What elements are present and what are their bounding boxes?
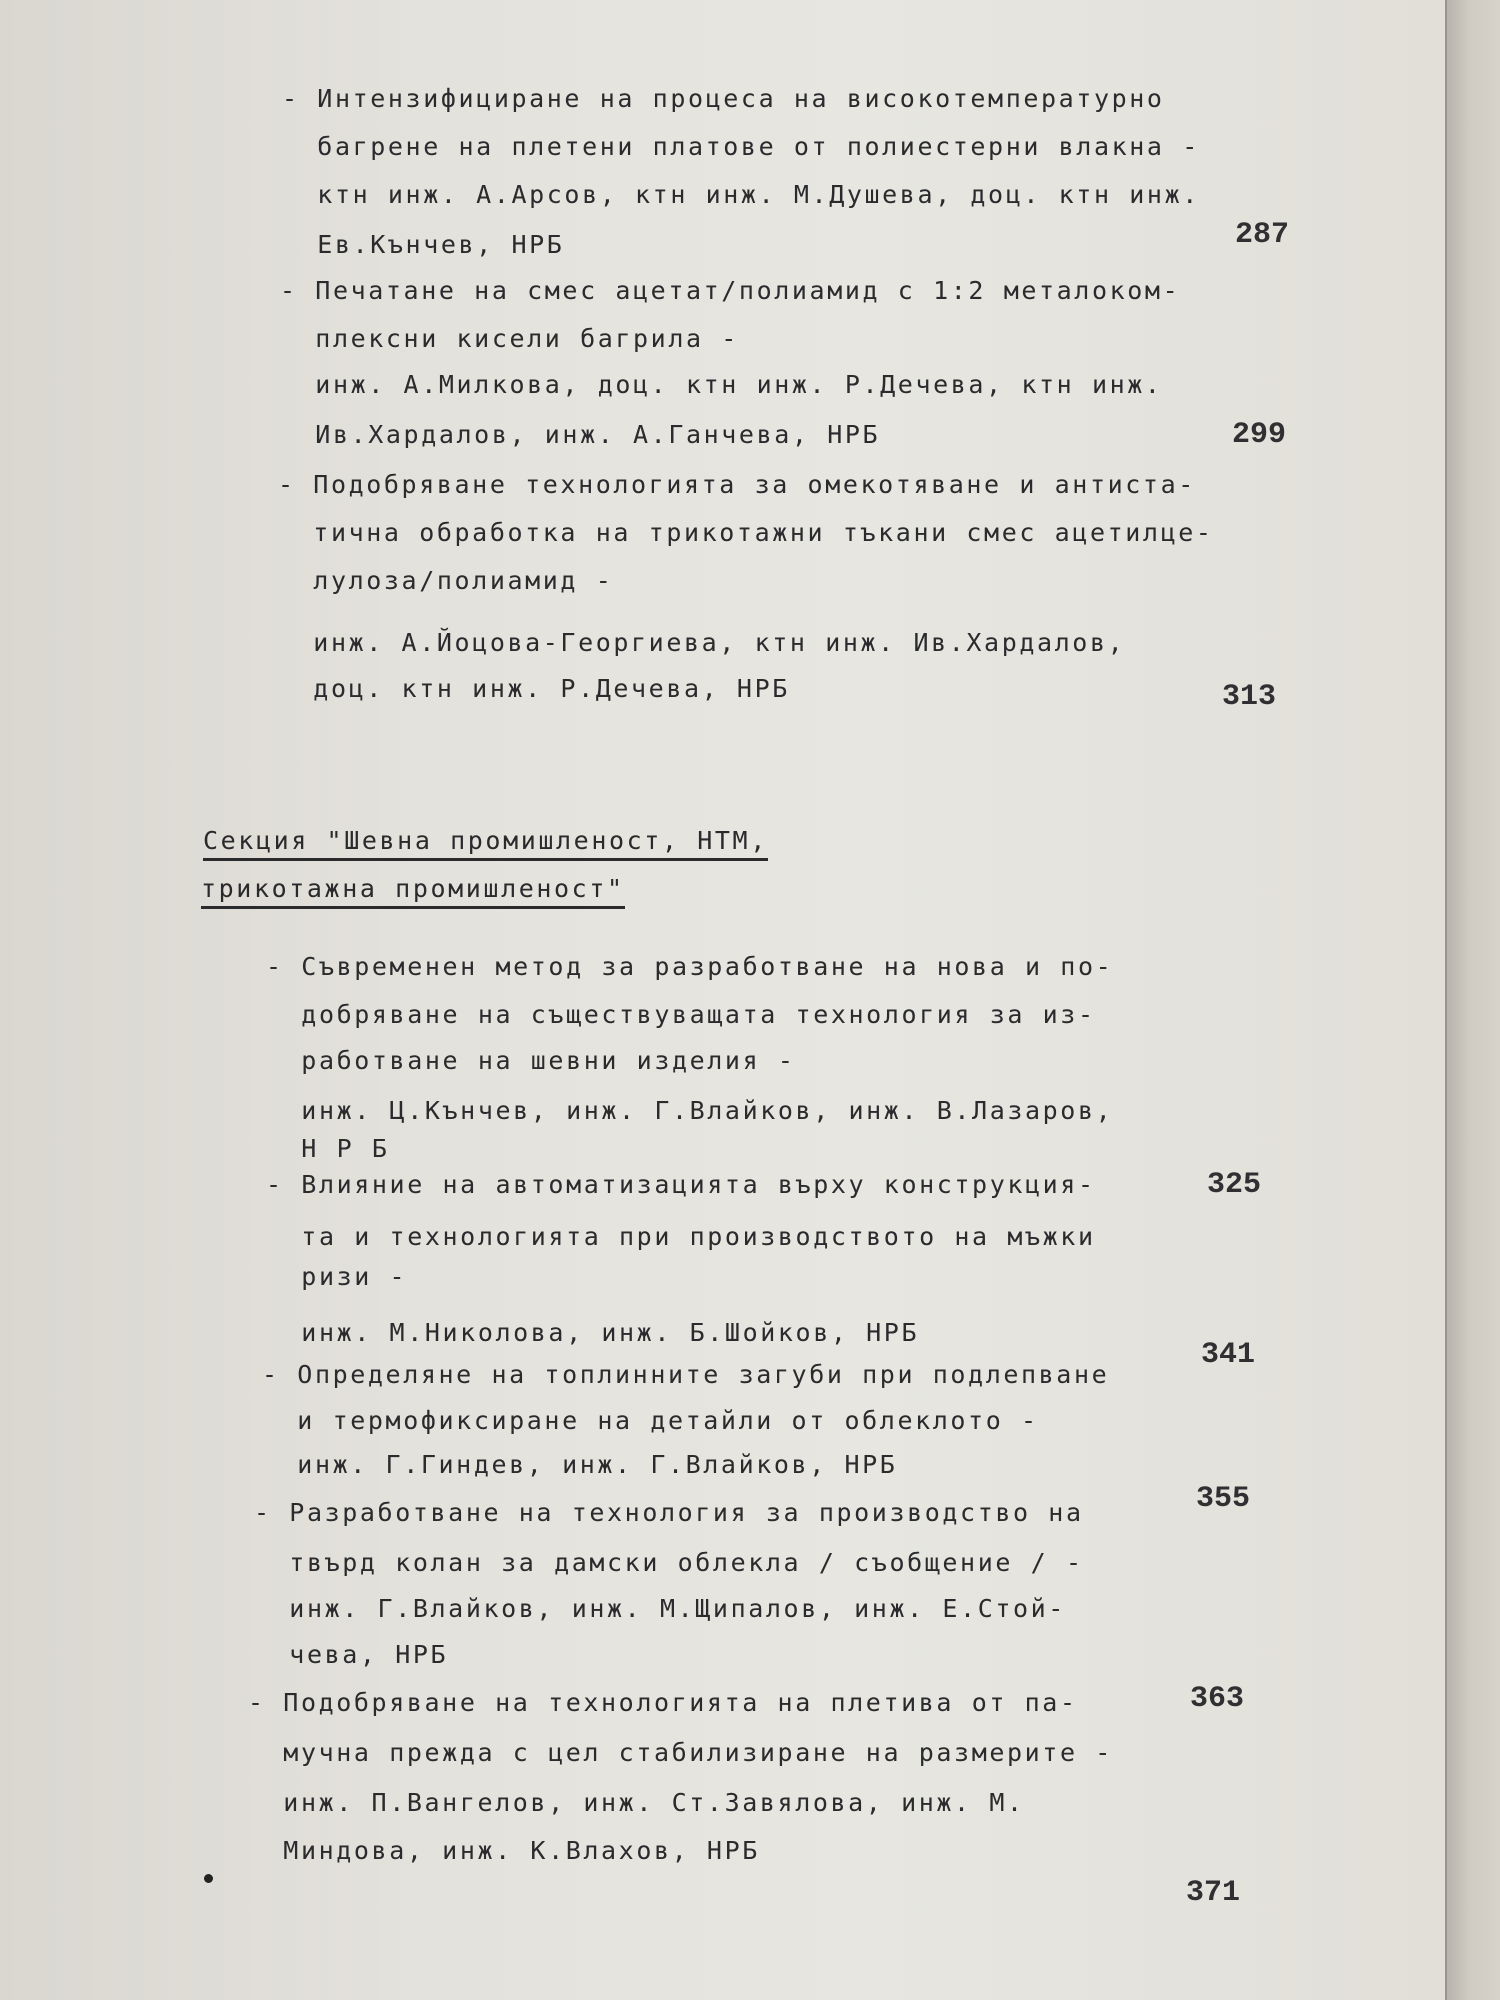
entry-line: инж. М.Николова, инж. Б.Шойков, НРБ: [266, 1318, 920, 1347]
paper-edge: [1445, 0, 1500, 2000]
page-number: 355: [1196, 1482, 1251, 1516]
entry-line: ктн инж. А.Арсов, ктн инж. М.Душева, доц. ктн инж.: [282, 180, 1200, 209]
page-number: 299: [1232, 418, 1287, 452]
entry-line: чева, НРБ: [254, 1640, 449, 1669]
entry-line: - Подобряване на технологията на плетива от па-: [248, 1688, 1078, 1717]
entry-line: - Определяне на топлинните загуби при подлепване: [262, 1360, 1110, 1389]
entry-line: плексни кисели багрила -: [280, 324, 739, 353]
entry-line: Ев.Кънчев, НРБ: [282, 230, 565, 259]
entry-line: Н Р Б: [266, 1134, 390, 1163]
entry-line: инж. А.Милкова, доц. ктн инж. Р.Дечева, ктн инж.: [280, 370, 1163, 399]
page-number: 371: [1186, 1876, 1241, 1910]
entry-line: работване на шевни изделия -: [266, 1046, 796, 1075]
entry-line: - Разработване на технология за производство на: [254, 1498, 1084, 1527]
entry-line: ризи -: [266, 1262, 408, 1291]
entry-line: Ив.Хардалов, инж. А.Ганчева, НРБ: [280, 420, 881, 449]
entry-line: тична обработка на трикотажни тъкани смес ацетилце-: [278, 518, 1214, 547]
page-number: 287: [1235, 218, 1290, 252]
entry-line: - Съвременен метод за разработване на нова и по-: [266, 952, 1114, 981]
entry-line: инж. Г.Влайков, инж. М.Щипалов, инж. Е.Стой-: [254, 1594, 1066, 1623]
entry-line: - Интензифициране на процеса на високотемпературно: [282, 84, 1165, 113]
entry-line: доц. ктн инж. Р.Дечева, НРБ: [278, 674, 790, 703]
page-number: 363: [1190, 1682, 1245, 1716]
entry-line: инж. А.Йоцова-Георгиева, ктн инж. Ив.Хардалов,: [278, 628, 1126, 657]
entry-line: добряване на съществуващата технология за из-: [266, 1000, 1096, 1029]
entry-line: Миндова, инж. К.Влахов, НРБ: [248, 1836, 760, 1865]
entry-line: лулоза/полиамид -: [278, 566, 614, 595]
entry-line: багрене на плетени платове от полиестерни влакна -: [282, 132, 1200, 161]
entry-line: и термофиксиране на детайли от облеклото -: [262, 1406, 1039, 1435]
entry-line: - Печатане на смес ацетат/полиамид с 1:2 металоком-: [280, 276, 1181, 305]
page-number: 325: [1207, 1168, 1262, 1202]
entry-line: инж. П.Вангелов, инж. Ст.Завялова, инж. М.: [248, 1788, 1025, 1817]
section-heading: Секция "Шевна промишленост, НТМ,: [203, 826, 768, 861]
entry-line: - Подобряване технологията за омекотяване и антиста-: [278, 470, 1196, 499]
entry-line: мучна прежда с цел стабилизиране на размерите -: [248, 1738, 1113, 1767]
page-number: 313: [1222, 680, 1277, 714]
entry-line: та и технологията при производството на мъжки: [266, 1222, 1096, 1251]
page-number: 341: [1201, 1338, 1256, 1372]
section-heading: трикотажна промишленост": [201, 874, 625, 909]
ink-dot: [204, 1874, 213, 1883]
entry-line: твърд колан за дамски облекла / съобщение / -: [254, 1548, 1084, 1577]
entry-line: инж. Г.Гиндев, инж. Г.Влайков, НРБ: [262, 1450, 898, 1479]
entry-line: - Влияние на автоматизацията върху конструкция-: [266, 1170, 1096, 1199]
entry-line: инж. Ц.Кънчев, инж. Г.Влайков, инж. В.Лазаров,: [266, 1096, 1114, 1125]
